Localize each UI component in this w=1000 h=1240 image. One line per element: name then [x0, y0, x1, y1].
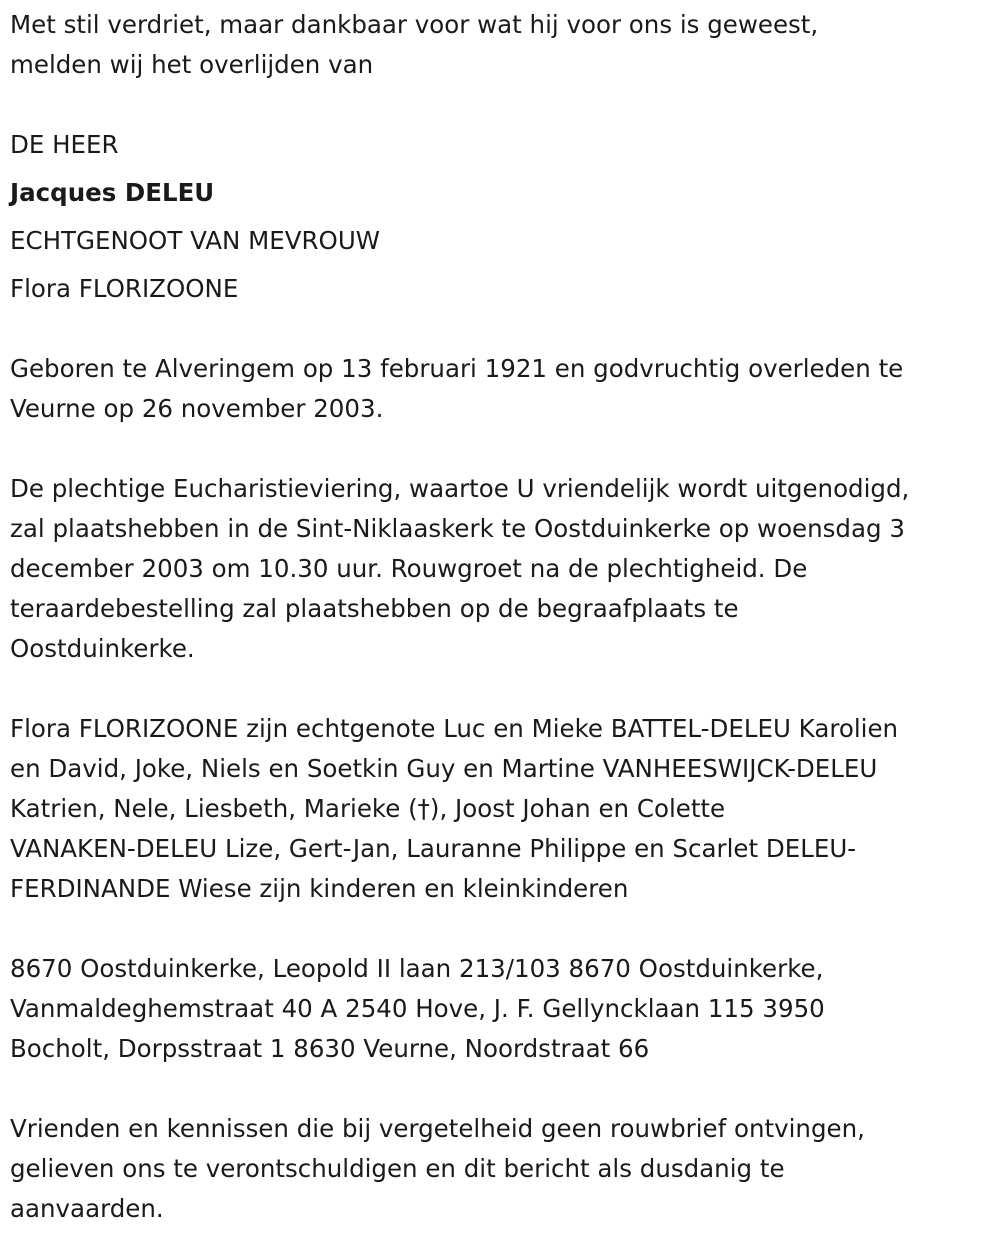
addresses-text: 8670 Oostduinkerke, Leopold II laan 213/103 8670 Oostduinkerke, Vanmaldeghemstraat 40 A 2540 Hove, J. F. Gellyncklaan 115 3950 Bocholt, Dorpsstraat 1 8630 Veurne, Noordstraat 66 — [10, 954, 825, 1063]
spacer — [10, 309, 990, 349]
birth-death-text: Geboren te Alveringem op 13 februari 1921 en godvruchtig overleden te Veurne op 26 november 2003. — [10, 354, 904, 423]
deceased-block — [10, 121, 990, 313]
spacer — [10, 429, 990, 469]
deceased-name: Jacques DELEU — [10, 178, 215, 207]
ceremony-text: De plechtige Eucharistieviering, waartoe U vriendelijk wordt uitgenodigd, zal plaatshebben in de Sint-Niklaaskerk te Oostduinkerke op woensdag 3 december 2003 om 10.30 uur. Rouwgroet na de plechtigheid. De teraardebestelling zal plaatshebben op de begraafplaats te Oostduinkerke. — [10, 474, 910, 663]
spacer — [10, 909, 990, 949]
family-text: Flora FLORIZOONE zijn echtgenote Luc en Mieke BATTEL-DELEU Karolien en David, Joke, Niels en Soetkin Guy en Martine VANHEESWIJCK-DELEU Katrien, Nele, Liesbeth, Marieke (†), Joost Johan en Colette VANAKEN-DELEU Lize, Gert-Jan, Lauranne Philippe en Scarlet DELEU- FERDINANDE Wiese zijn kinderen en kleinkinderen — [10, 714, 899, 903]
spouse-title: ECHTGENOOT VAN MEVROUW — [10, 226, 381, 255]
obituary-notice — [10, 5, 990, 1229]
spacer — [10, 85, 990, 125]
honorific: DE HEER — [10, 130, 119, 159]
spouse-name: Flora FLORIZOONE — [10, 274, 239, 303]
intro-text: Met stil verdriet, maar dankbaar voor wat hij voor ons is geweest, melden wij het overlijden van — [10, 10, 819, 79]
closing-text: Vrienden en kennissen die bij vergetelheid geen rouwbrief ontvingen, gelieven ons te verontschuldigen en dit bericht als dusdanig te aanvaarden. — [10, 1114, 865, 1223]
spacer — [10, 669, 990, 709]
spacer — [10, 1069, 990, 1109]
